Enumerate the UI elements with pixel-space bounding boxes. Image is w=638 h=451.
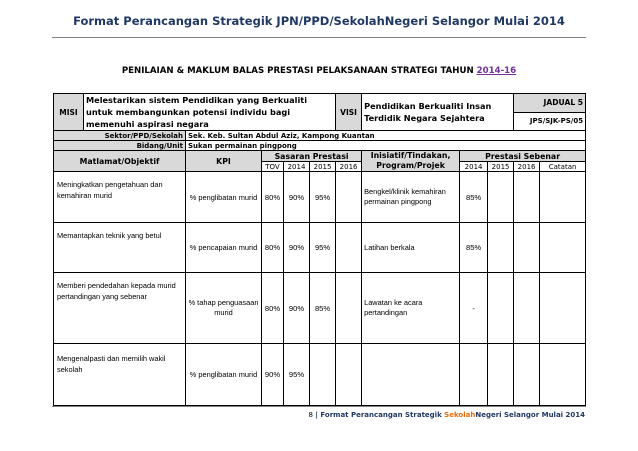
inisiatif-cell: Bengkel/klinik kemahiran permainan pingpong <box>362 172 460 223</box>
prestasi-2014-cell <box>460 344 488 406</box>
table-row <box>54 223 586 273</box>
header-title: Format Perancangan Strategik JPN/PPD/SekolahNegeri Selangor Mulai 2014 <box>73 14 565 28</box>
tov-cell: 90% <box>262 344 284 406</box>
column-header-row-top <box>54 151 586 162</box>
document-title <box>0 66 638 76</box>
col-prestasi-2014: 2014 <box>460 162 488 172</box>
prestasi-2016-cell <box>514 344 540 406</box>
document-title-main: PENILAIAN & MAKLUM BALAS PRESTASI PELAKSANAAN STRATEGI TAHUN <box>121 66 477 76</box>
prestasi-2016-cell <box>514 172 540 223</box>
catatan-cell <box>540 273 586 344</box>
col-prestasi-2016: 2016 <box>514 162 540 172</box>
sasaran-2014-cell: 95% <box>284 344 310 406</box>
kpi-cell: % penglibatan murid <box>186 344 262 406</box>
sektor-value: Sek. Keb. Sultan Abdul Aziz, Kampong Kuantan <box>186 131 586 141</box>
header-rule <box>52 37 586 38</box>
prestasi-2015-cell <box>488 273 514 344</box>
page-number: 8 <box>308 411 313 419</box>
bidang-row <box>54 141 586 151</box>
col-inisiatif: Inisiatif/Tindakan, Program/Projek <box>362 151 460 172</box>
kpi-cell: % penglibatan murid <box>186 172 262 223</box>
sasaran-2014-cell: 90% <box>284 223 310 273</box>
sasaran-2016-cell <box>336 273 362 344</box>
sasaran-2016-cell <box>336 344 362 406</box>
objektif-cell: Mengenalpasti dan memilih wakil sekolah <box>54 344 186 406</box>
prestasi-2015-cell <box>488 344 514 406</box>
tov-cell: 80% <box>262 273 284 344</box>
bidang-value: Sukan permainan pingpong <box>186 141 586 151</box>
jadual-label: JADUAL 5 <box>514 94 586 113</box>
footer-separator: | <box>312 411 321 419</box>
sasaran-2016-cell <box>336 223 362 273</box>
visi-label: VISI <box>336 94 362 131</box>
table-row <box>54 172 586 223</box>
kpi-cell: % pencapaian murid <box>186 223 262 273</box>
tov-cell: 80% <box>262 223 284 273</box>
col-catatan: Catatan <box>540 162 586 172</box>
tov-cell: 80% <box>262 172 284 223</box>
prestasi-2016-cell <box>514 273 540 344</box>
document-title-year: 2014-16 <box>476 66 517 76</box>
inisiatif-cell: Lawatan ke acara pertandingan <box>362 273 460 344</box>
sasaran-2014-cell: 90% <box>284 273 310 344</box>
prestasi-2015-cell <box>488 223 514 273</box>
sasaran-2015-cell: 95% <box>310 223 336 273</box>
footer-rule <box>52 406 586 407</box>
inisiatif-cell <box>362 344 460 406</box>
inisiatif-cell: Latihan berkala <box>362 223 460 273</box>
bidang-label: Bidang/Unit <box>54 141 186 151</box>
objektif-cell: Meningkatkan pengetahuan dan kemahiran murid <box>54 172 186 223</box>
catatan-cell <box>540 344 586 406</box>
catatan-cell <box>540 172 586 223</box>
misi-text: Melestarikan sistem Pendidikan yang Berkualiti untuk membangunkan potensi individu bagi memenuhi aspirasi negara <box>84 94 336 131</box>
prestasi-2014-cell: 85% <box>460 172 488 223</box>
sasaran-2016-cell <box>336 172 362 223</box>
footer-text-a: Format Perancangan Strategik <box>320 411 445 419</box>
prestasi-2016-cell <box>514 223 540 273</box>
visi-text: Pendidikan Berkualiti Insan Terdidik Negara Sejahtera <box>362 94 514 131</box>
footer <box>308 411 585 419</box>
footer-text-sekolah: Sekolah <box>444 411 476 419</box>
table-row <box>54 344 586 406</box>
sasaran-2015-cell: 95% <box>310 172 336 223</box>
misi-label: MISI <box>54 94 84 131</box>
sasaran-2015-cell: 85% <box>310 273 336 344</box>
col-prestasi: Prestasi Sebenar <box>460 151 586 162</box>
col-sasaran-2015: 2015 <box>310 162 336 172</box>
col-matlamat: Matlamat/Objektif <box>54 151 186 172</box>
objektif-cell: Memberi pendedahan kepada murid pertandingan yang sebenar <box>54 273 186 344</box>
misi-visi-row-top <box>54 94 586 113</box>
sasaran-2015-cell <box>310 344 336 406</box>
prestasi-2014-cell: 85% <box>460 223 488 273</box>
prestasi-2014-cell: - <box>460 273 488 344</box>
col-prestasi-2015: 2015 <box>488 162 514 172</box>
footer-text-b: Negeri Selangor Mulai 2014 <box>475 411 585 419</box>
col-sasaran-2014: 2014 <box>284 162 310 172</box>
catatan-cell <box>540 223 586 273</box>
sektor-row <box>54 131 586 141</box>
col-sasaran: Sasaran Prestasi <box>262 151 362 162</box>
jadual-code: JPS/SJK-PS/05 <box>514 112 586 131</box>
col-tov: TOV <box>262 162 284 172</box>
sasaran-2014-cell: 90% <box>284 172 310 223</box>
table-row <box>54 273 586 344</box>
sektor-label: Sektor/PPD/Sekolah <box>54 131 186 141</box>
prestasi-2015-cell <box>488 172 514 223</box>
kpi-cell: % tahap penguasaan murid <box>186 273 262 344</box>
objektif-cell: Memantapkan teknik yang betul <box>54 223 186 273</box>
col-sasaran-2016: 2016 <box>336 162 362 172</box>
col-kpi: KPI <box>186 151 262 172</box>
strategy-table <box>53 93 586 406</box>
